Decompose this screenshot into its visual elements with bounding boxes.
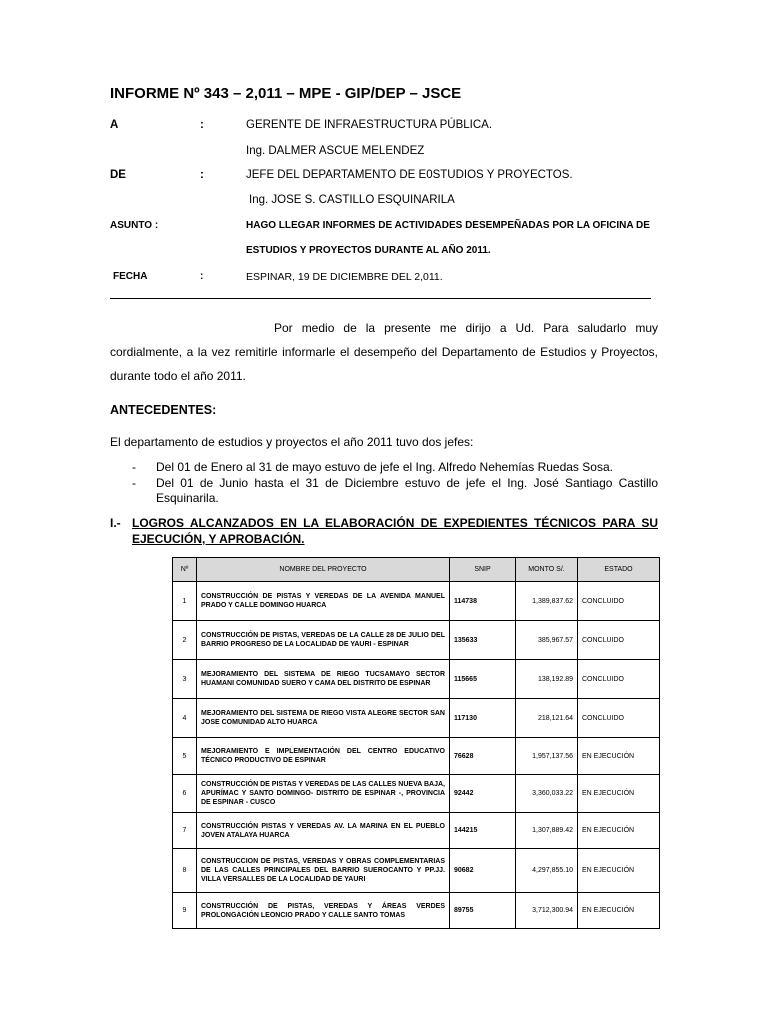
colon-de: :	[200, 169, 204, 181]
snip-code: 117130	[450, 699, 516, 738]
table-row	[173, 775, 660, 813]
list-item: Del 01 de Junio hasta el 31 de Diciembre estuvo de jefe el Ing. José Santiago Castillo Esquinarila.	[156, 476, 658, 505]
snip-code: 92442	[450, 775, 516, 813]
report-title: INFORME Nº 343 – 2,011 – MPE - GIP/DEP – JSCE	[110, 85, 462, 102]
label-fecha: FECHA	[113, 271, 148, 282]
recipient-title: GERENTE DE INFRAESTRUCTURA PÚBLICA.	[246, 119, 493, 131]
column-header-monto: MONTO S/.	[516, 558, 578, 582]
table-row	[173, 699, 660, 738]
colon-a: :	[200, 119, 204, 131]
projects-table	[172, 557, 660, 929]
project-name: MEJORAMIENTO E IMPLEMENTACIÓN DEL CENTRO EDUCATIVO TÉCNICO PRODUCTIVO DE ESPINAR	[197, 738, 450, 775]
status: EN EJECUCIÓN	[578, 738, 660, 775]
bullet-mark: -	[132, 476, 136, 490]
column-header-estado: ESTADO	[578, 558, 660, 582]
project-name: CONSTRUCCIÓN DE PISTAS Y VEREDAS DE LA AVENIDA MANUEL PRADO Y CALLE DOMINGO HUARCA	[197, 582, 450, 621]
header-divider	[110, 298, 651, 299]
row-number: 8	[173, 849, 197, 893]
label-asunto: ASUNTO :	[110, 220, 159, 231]
project-name: CONSTRUCCION DE PISTAS, VEREDAS Y OBRAS COMPLEMENTARIAS DE LAS CALLES PRINCIPALES DEL BARRIO SUEROCANTO Y PP.JJ. VILLA VERSALLES DE LA LOCALIDAD DE YAURI	[197, 849, 450, 893]
amount: 218,121.64	[516, 699, 578, 738]
project-name: CONSTRUCCIÓN DE PISTAS, VEREDAS DE LA CALLE 28 DE JULIO DEL BARRIO PROGRESO DE LA LOCALIDAD DE YAURI - ESPINAR	[197, 621, 450, 660]
amount: 3,712,300.94	[516, 893, 578, 929]
antecedentes-text: El departamento de estudios y proyectos el año 2011 tuvo dos jefes:	[110, 435, 474, 449]
project-name: MEJORAMIENTO DEL SISTEMA DE RIEGO VISTA ALEGRE SECTOR SAN JOSE COMUNIDAD ALTO HUARCA	[197, 699, 450, 738]
section-title-line-1: LOGROS ALCANZADOS EN LA ELABORACIÓN DE EXPEDIENTES TÉCNICOS PARA SU	[132, 516, 658, 530]
row-number: 5	[173, 738, 197, 775]
antecedentes-heading: ANTECEDENTES:	[110, 403, 217, 417]
table-row	[173, 660, 660, 699]
row-number: 9	[173, 893, 197, 929]
table-header-row	[173, 558, 660, 582]
table-row	[173, 849, 660, 893]
section-title-line-2: EJECUCIÓN, Y APROBACIÓN.	[132, 532, 305, 546]
snip-code: 76628	[450, 738, 516, 775]
status: EN EJECUCIÓN	[578, 849, 660, 893]
status: CONCLUIDO	[578, 699, 660, 738]
subject-line-1: HAGO LLEGAR INFORMES DE ACTIVIDADES DESEMPEÑADAS POR LA OFICINA DE	[246, 220, 650, 231]
table-row	[173, 893, 660, 929]
column-header-snip: SNIP	[450, 558, 516, 582]
label-de: DE	[110, 169, 126, 181]
recipient-name: Ing. DALMER ASCUE MELENDEZ	[246, 145, 425, 157]
subject-line-2: ESTUDIOS Y PROYECTOS DURANTE AL AÑO 2011.	[246, 245, 491, 256]
snip-code: 115665	[450, 660, 516, 699]
row-number: 6	[173, 775, 197, 813]
amount: 385,967.57	[516, 621, 578, 660]
table-row	[173, 813, 660, 849]
status: CONCLUIDO	[578, 582, 660, 621]
label-a: A	[110, 119, 119, 131]
column-header-name: NOMBRE DEL PROYECTO	[197, 558, 450, 582]
status: EN EJECUCIÓN	[578, 775, 660, 813]
colon-fecha: :	[200, 271, 204, 282]
snip-code: 144215	[450, 813, 516, 849]
row-number: 4	[173, 699, 197, 738]
row-number: 7	[173, 813, 197, 849]
column-header-num: Nº	[173, 558, 197, 582]
intro-paragraph: Por medio de la presente me dirijo a Ud. Para saludarlo muy cordialmente, a la vez remitirle informarle el desempeño del Departamento de Estudios y Proyectos, durante todo el año 2011.	[110, 321, 658, 383]
table-row	[173, 621, 660, 660]
project-name: CONSTRUCCIÓN PISTAS Y VEREDAS AV. LA MARINA EN EL PUEBLO JOVEN ATALAYA HUARCA	[197, 813, 450, 849]
amount: 1,389,837.62	[516, 582, 578, 621]
snip-code: 89755	[450, 893, 516, 929]
snip-code: 114738	[450, 582, 516, 621]
amount: 1,957,137.56	[516, 738, 578, 775]
project-name: MEJORAMIENTO DEL SISTEMA DE RIEGO TUCSAMAYO SECTOR HUAMANI COMUNIDAD SUERO Y CAMA DEL DISTRITO DE ESPINAR	[197, 660, 450, 699]
table-row	[173, 582, 660, 621]
amount: 1,307,889.42	[516, 813, 578, 849]
status: EN EJECUCIÓN	[578, 893, 660, 929]
amount: 4,297,855.10	[516, 849, 578, 893]
sender-name: Ing. JOSE S. CASTILLO ESQUINARILA	[249, 194, 455, 206]
bullet-mark: -	[132, 460, 136, 474]
status: CONCLUIDO	[578, 621, 660, 660]
snip-code: 90682	[450, 849, 516, 893]
project-name: CONSTRUCCIÓN DE PISTAS Y VEREDAS DE LAS CALLES NUEVA BAJA, APURÍMAC Y SANTO DOMINGO- DISTRITO DE ESPINAR -, PROVINCIA DE ESPINAR - CUSCO	[197, 775, 450, 813]
row-number: 1	[173, 582, 197, 621]
row-number: 3	[173, 660, 197, 699]
snip-code: 135633	[450, 621, 516, 660]
section-number: I.-	[110, 516, 121, 530]
row-number: 2	[173, 621, 197, 660]
date-value: ESPINAR, 19 DE DICIEMBRE DEL 2,011.	[246, 271, 443, 283]
status: CONCLUIDO	[578, 660, 660, 699]
amount: 3,360,033.22	[516, 775, 578, 813]
amount: 138,192.89	[516, 660, 578, 699]
sender-title: JEFE DEL DEPARTAMENTO DE E0STUDIOS Y PROYECTOS.	[246, 169, 573, 181]
table-row	[173, 738, 660, 775]
status: EN EJECUCIÓN	[578, 813, 660, 849]
project-name: CONSTRUCCIÓN DE PISTAS, VEREDAS Y ÁREAS VERDES PROLONGACIÓN LEONCIO PRADO Y CALLE SANTO TOMAS	[197, 893, 450, 929]
list-item: Del 01 de Enero al 31 de mayo estuvo de jefe el Ing. Alfredo Nehemías Ruedas Sosa.	[156, 460, 613, 474]
